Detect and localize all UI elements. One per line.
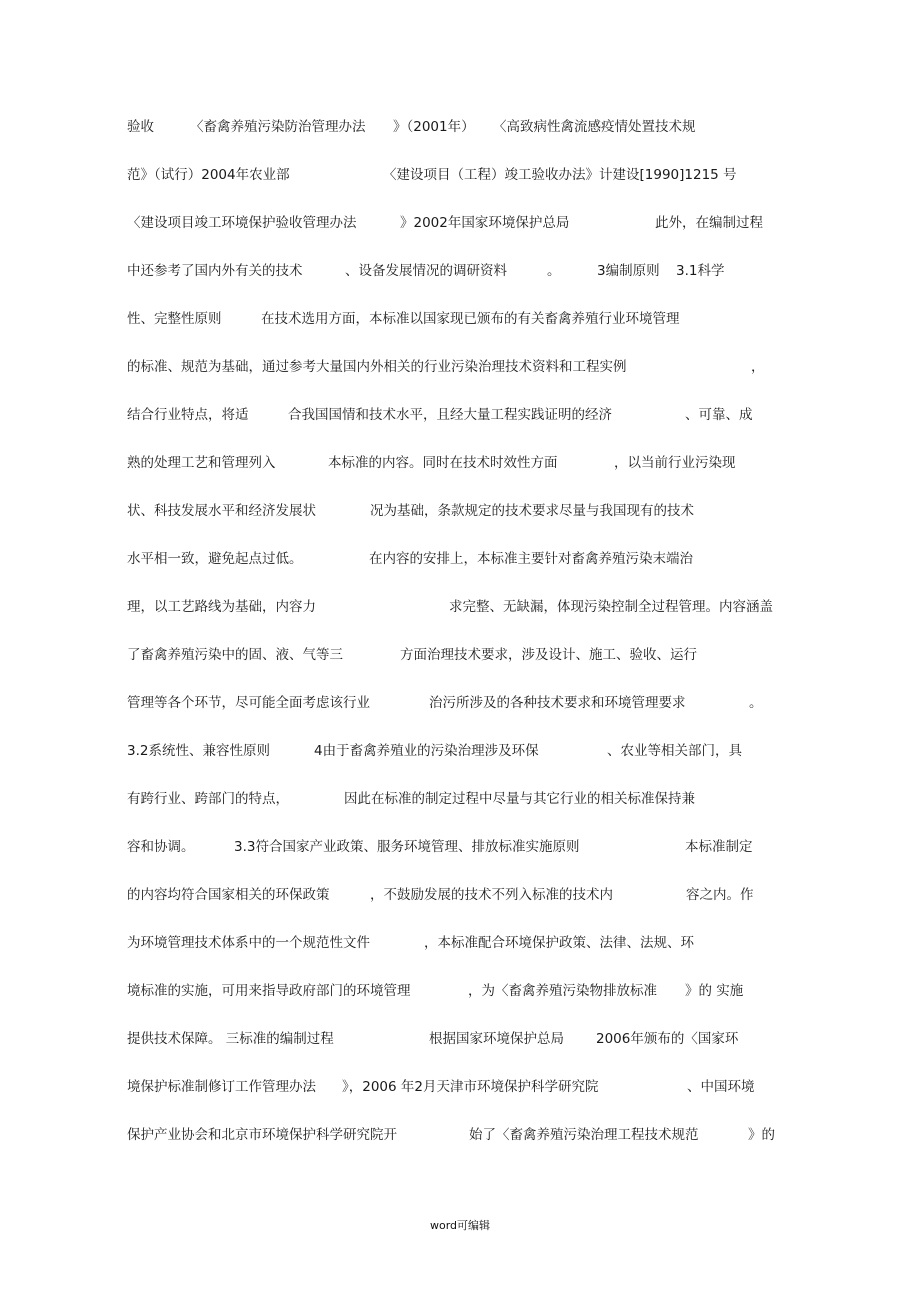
text-segment: 在技术选用方面，本标准以国家现已颁布的有关畜禽养殖行业环境管理 (261, 311, 680, 327)
text-line (0, 406, 920, 436)
text-segment: 范》（试行）2004年农业部 (127, 167, 290, 183)
text-segment: 因此在标准的制定过程中尽量与其它行业的相关标准保持兼 (344, 791, 695, 807)
text-segment: 验收 (127, 119, 154, 135)
text-segment: 结合行业特点，将适 (127, 407, 249, 423)
text-segment: 〈建设项目（工程）竣工验收办法》计建设[1990]1215 号 (383, 167, 737, 183)
text-segment: 、中国环境 (687, 1079, 755, 1095)
text-segment: 》的 (748, 1127, 775, 1143)
text-segment: 本标准制定 (685, 839, 753, 855)
text-line (0, 646, 920, 676)
text-segment: 性、完整性原则 (127, 311, 222, 327)
text-line (0, 550, 920, 580)
text-line (0, 934, 920, 964)
text-line (0, 262, 920, 292)
text-segment: 状、科技发展水平和经济发展状 (127, 503, 316, 519)
text-line (0, 1078, 920, 1108)
text-segment: 》的 实施 (685, 983, 744, 999)
text-line (0, 838, 920, 868)
text-segment: 容和协调。 (127, 839, 195, 855)
text-segment: 3.1科学 (676, 263, 725, 279)
text-segment: 〈建设项目竣工环境保护验收管理办法 (127, 215, 357, 231)
text-segment: 的标准、规范为基础，通过参考大量国内外相关的行业污染治理技术资料和工程实例 (127, 359, 627, 375)
text-segment: ， (751, 359, 765, 375)
text-segment: 保护产业协会和北京市环境保护科学研究院开 (127, 1127, 397, 1143)
text-line (0, 886, 920, 916)
text-segment: ，以当前行业污染现 (614, 455, 736, 471)
text-line (0, 1030, 920, 1060)
text-line (0, 502, 920, 532)
text-segment: 治污所涉及的各种技术要求和环境管理要求 (429, 695, 686, 711)
text-segment: 本标准的内容。同时在技术时效性方面 (328, 455, 558, 471)
text-segment: 在内容的安排上，本标准主要针对畜禽养殖污染末端治 (369, 551, 693, 567)
text-segment: 水平相一致，避免起点过低。 (127, 551, 303, 567)
text-segment: 了畜禽养殖污染中的固、液、气等三 (127, 647, 343, 663)
text-segment: 3.2系统性、兼容性原则 (127, 743, 270, 759)
text-segment: 。 (547, 263, 561, 279)
text-line (0, 1126, 920, 1156)
text-segment: 的内容均符合国家相关的环保政策 (127, 887, 330, 903)
text-segment: 。 (749, 695, 763, 711)
page-footer: word可编辑 (429, 1219, 491, 1232)
text-line (0, 310, 920, 340)
text-segment: 此外，在编制过程 (655, 215, 763, 231)
text-segment: 〈畜禽养殖污染防治管理办法 (190, 119, 366, 135)
text-line (0, 598, 920, 628)
text-segment: ，不鼓励发展的技术不列入标准的技术内 (370, 887, 613, 903)
text-segment: 中还参考了国内外有关的技术 (127, 263, 303, 279)
text-segment: 有跨行业、跨部门的特点， (127, 791, 289, 807)
text-segment: 方面治理技术要求，涉及设计、施工、验收、运行 (400, 647, 697, 663)
text-segment: 〈高致病性禽流感疫情处置技术规 (493, 119, 696, 135)
text-line (0, 166, 920, 196)
text-segment: 提供技术保障。 三标准的编制过程 (127, 1031, 334, 1047)
text-segment: 、农业等相关部门，具 (607, 743, 742, 759)
text-segment: 3编制原则 (597, 263, 660, 279)
text-segment: 为环境管理技术体系中的一个规范性文件 (127, 935, 370, 951)
text-segment: 》（2001年） (393, 119, 475, 135)
text-segment: ，为〈畜禽养殖污染物排放标准 (468, 983, 657, 999)
text-segment: 境标准的实施，可用来指导政府部门的环境管理 (127, 983, 411, 999)
text-segment: 熟的处理工艺和管理列入 (127, 455, 276, 471)
text-segment: 3.3符合国家产业政策、服务环境管理、排放标准实施原则 (234, 839, 580, 855)
text-line (0, 790, 920, 820)
text-segment: 始了〈畜禽养殖污染治理工程技术规范 (469, 1127, 699, 1143)
text-segment: 》，2006 年2月天津市环境保护科学研究院 (342, 1079, 599, 1095)
text-line (0, 358, 920, 388)
text-segment: 、可靠、成 (685, 407, 753, 423)
text-line (0, 982, 920, 1012)
text-segment: 境保护标准制修订工作管理办法 (127, 1079, 316, 1095)
text-segment: 4由于畜禽养殖业的污染治理涉及环保 (314, 743, 539, 759)
text-segment: 》2002年国家环境保护总局 (400, 215, 570, 231)
text-segment: 理，以工艺路线为基础，内容力 (127, 599, 316, 615)
text-segment: ，本标准配合环境保护政策、法律、法规、环 (424, 935, 694, 951)
text-segment: 2006年颁布的〈国家环 (596, 1031, 739, 1047)
text-segment: 求完整、无缺漏，体现污染控制全过程管理。内容涵盖 (449, 599, 773, 615)
text-segment: 容之内。作 (686, 887, 754, 903)
text-segment: 根据国家环境保护总局 (429, 1031, 564, 1047)
text-segment: 管理等各个环节，尽可能全面考虑该行业 (127, 695, 370, 711)
text-line (0, 694, 920, 724)
text-line (0, 454, 920, 484)
text-segment: 、设备发展情况的调研资料 (345, 263, 507, 279)
text-line (0, 742, 920, 772)
text-segment: 合我国国情和技术水平，且经大量工程实践证明的经济 (288, 407, 612, 423)
text-segment: 况为基础，条款规定的技术要求尽量与我国现有的技术 (370, 503, 694, 519)
text-line (0, 118, 920, 148)
text-line (0, 214, 920, 244)
